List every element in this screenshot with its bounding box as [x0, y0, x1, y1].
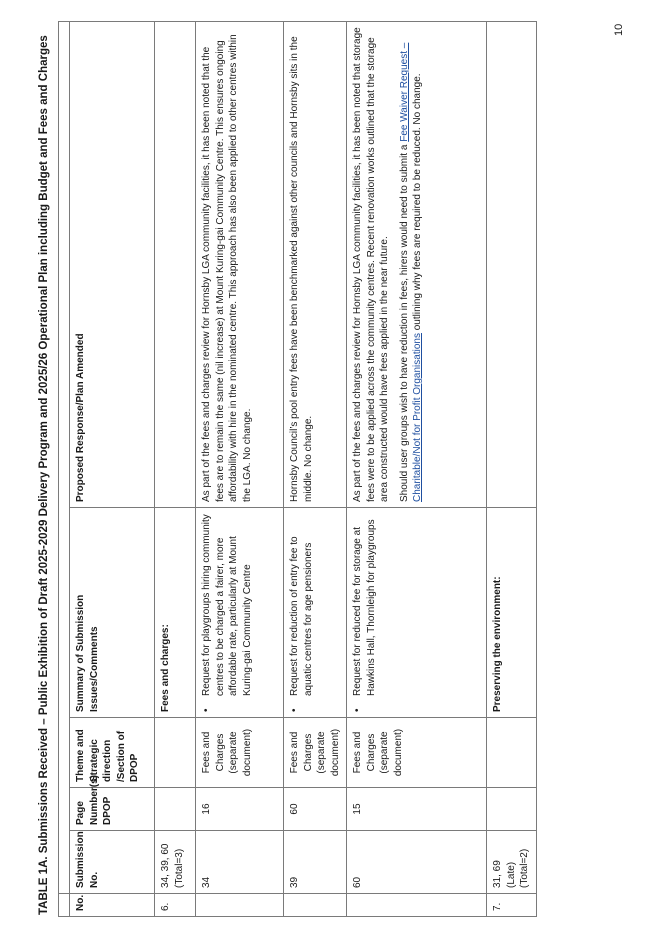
header-submission-no: Submission No. [70, 831, 155, 894]
section-number: 7. [487, 894, 537, 917]
page-number: 16 [196, 788, 284, 831]
summary-cell [347, 508, 487, 718]
response-text: Hornsby Council’s pool entry fees have been benchmarked against other councils and Hornsby sits in the middle. No change. [289, 36, 314, 502]
bullet-icon: • [289, 708, 300, 712]
summary-text: Request for reduction of entry fee to aquatic centres for age pensioners [289, 536, 314, 696]
theme-cell: Fees and Charges (separate document) [284, 718, 347, 788]
table-row [196, 21, 284, 916]
header-response: Proposed Response/Plan Amended [70, 21, 155, 507]
response-cell [196, 21, 284, 507]
summary-text: Request for reduced fee for storage at Hawkins Hall, Thornleigh for playgroups [352, 519, 377, 696]
submission-number: 60 [347, 831, 487, 894]
section-heading: Fees and charges: [155, 508, 196, 718]
submission-number: 34 [196, 831, 284, 894]
section-row-fees [155, 21, 196, 916]
header-summary: Summary of Submission Issues/Comments [70, 508, 155, 718]
spacer-row [59, 21, 70, 916]
response-text-2: Should user groups wish to have reduction in fees, hirers would need to submit a Fee Waiver Request – Charitable/Not for Profit Organisations outlining why fees are required to be reduced. No change. [398, 42, 423, 502]
page-number-footer: 10 [613, 23, 625, 36]
submission-number: 39 [284, 831, 347, 894]
section-number: 6. [155, 894, 196, 917]
summary-cell [196, 508, 284, 718]
section-submissions: 31, 69 (Late) (Total=2) [487, 831, 537, 894]
bullet-icon: • [201, 708, 212, 712]
response-cell [347, 21, 487, 507]
header-row [70, 21, 155, 916]
page-number: 15 [347, 788, 487, 831]
table-row [347, 21, 487, 916]
response-text: As part of the fees and charges review for Hornsby LGA community facilities, it has been noted that the fees are to remain the same (nil increase) at Mount Kuring-gai Community Centre. This ensures ongoing affordability with hire in the nominated centre. This approach has also been applied to other centres within the LGA. No change. [201, 34, 253, 502]
header-no: No. [70, 894, 155, 917]
summary-cell [284, 508, 347, 718]
response-cell [284, 21, 347, 507]
theme-cell: Fees and Charges (separate document) [196, 718, 284, 788]
bullet-icon: • [352, 708, 363, 712]
table-row [284, 21, 347, 916]
section-row-environment [487, 21, 537, 916]
header-theme: Theme and Strategic direction /Section of DPOP [70, 718, 155, 788]
summary-text: Request for playgroups hiring community centres to be charged a fairer, more affordable rate, particularly at Mount Kuring-gai Community Centre [201, 514, 253, 696]
response-text: As part of the fees and charges review for Hornsby LGA community facilities, it has been noted that storage fees were to be applied across the community centres. Recent renovation works outlined that the storage area constructed would have fees applied in the near future. [352, 27, 390, 502]
fee-waiver-request-link[interactable]: Fee Waiver Request – Charitable/Not for Profit Organisations [398, 42, 423, 502]
section-heading: Preserving the environment: [487, 508, 537, 718]
submissions-table [58, 21, 537, 917]
header-page-numbers: Page Number(s) DPOP [70, 788, 155, 831]
document-title: TABLE 1A. Submissions Received – Public Exhibition of Draft 2025-2029 Delivery Program and 2025/26 Operational Plan including Budget and Fees and Charges [38, 35, 50, 915]
theme-cell: Fees and Charges (separate document) [347, 718, 487, 788]
page-number: 60 [284, 788, 347, 831]
section-submissions: 34, 39, 60 (Total=3) [155, 831, 196, 894]
